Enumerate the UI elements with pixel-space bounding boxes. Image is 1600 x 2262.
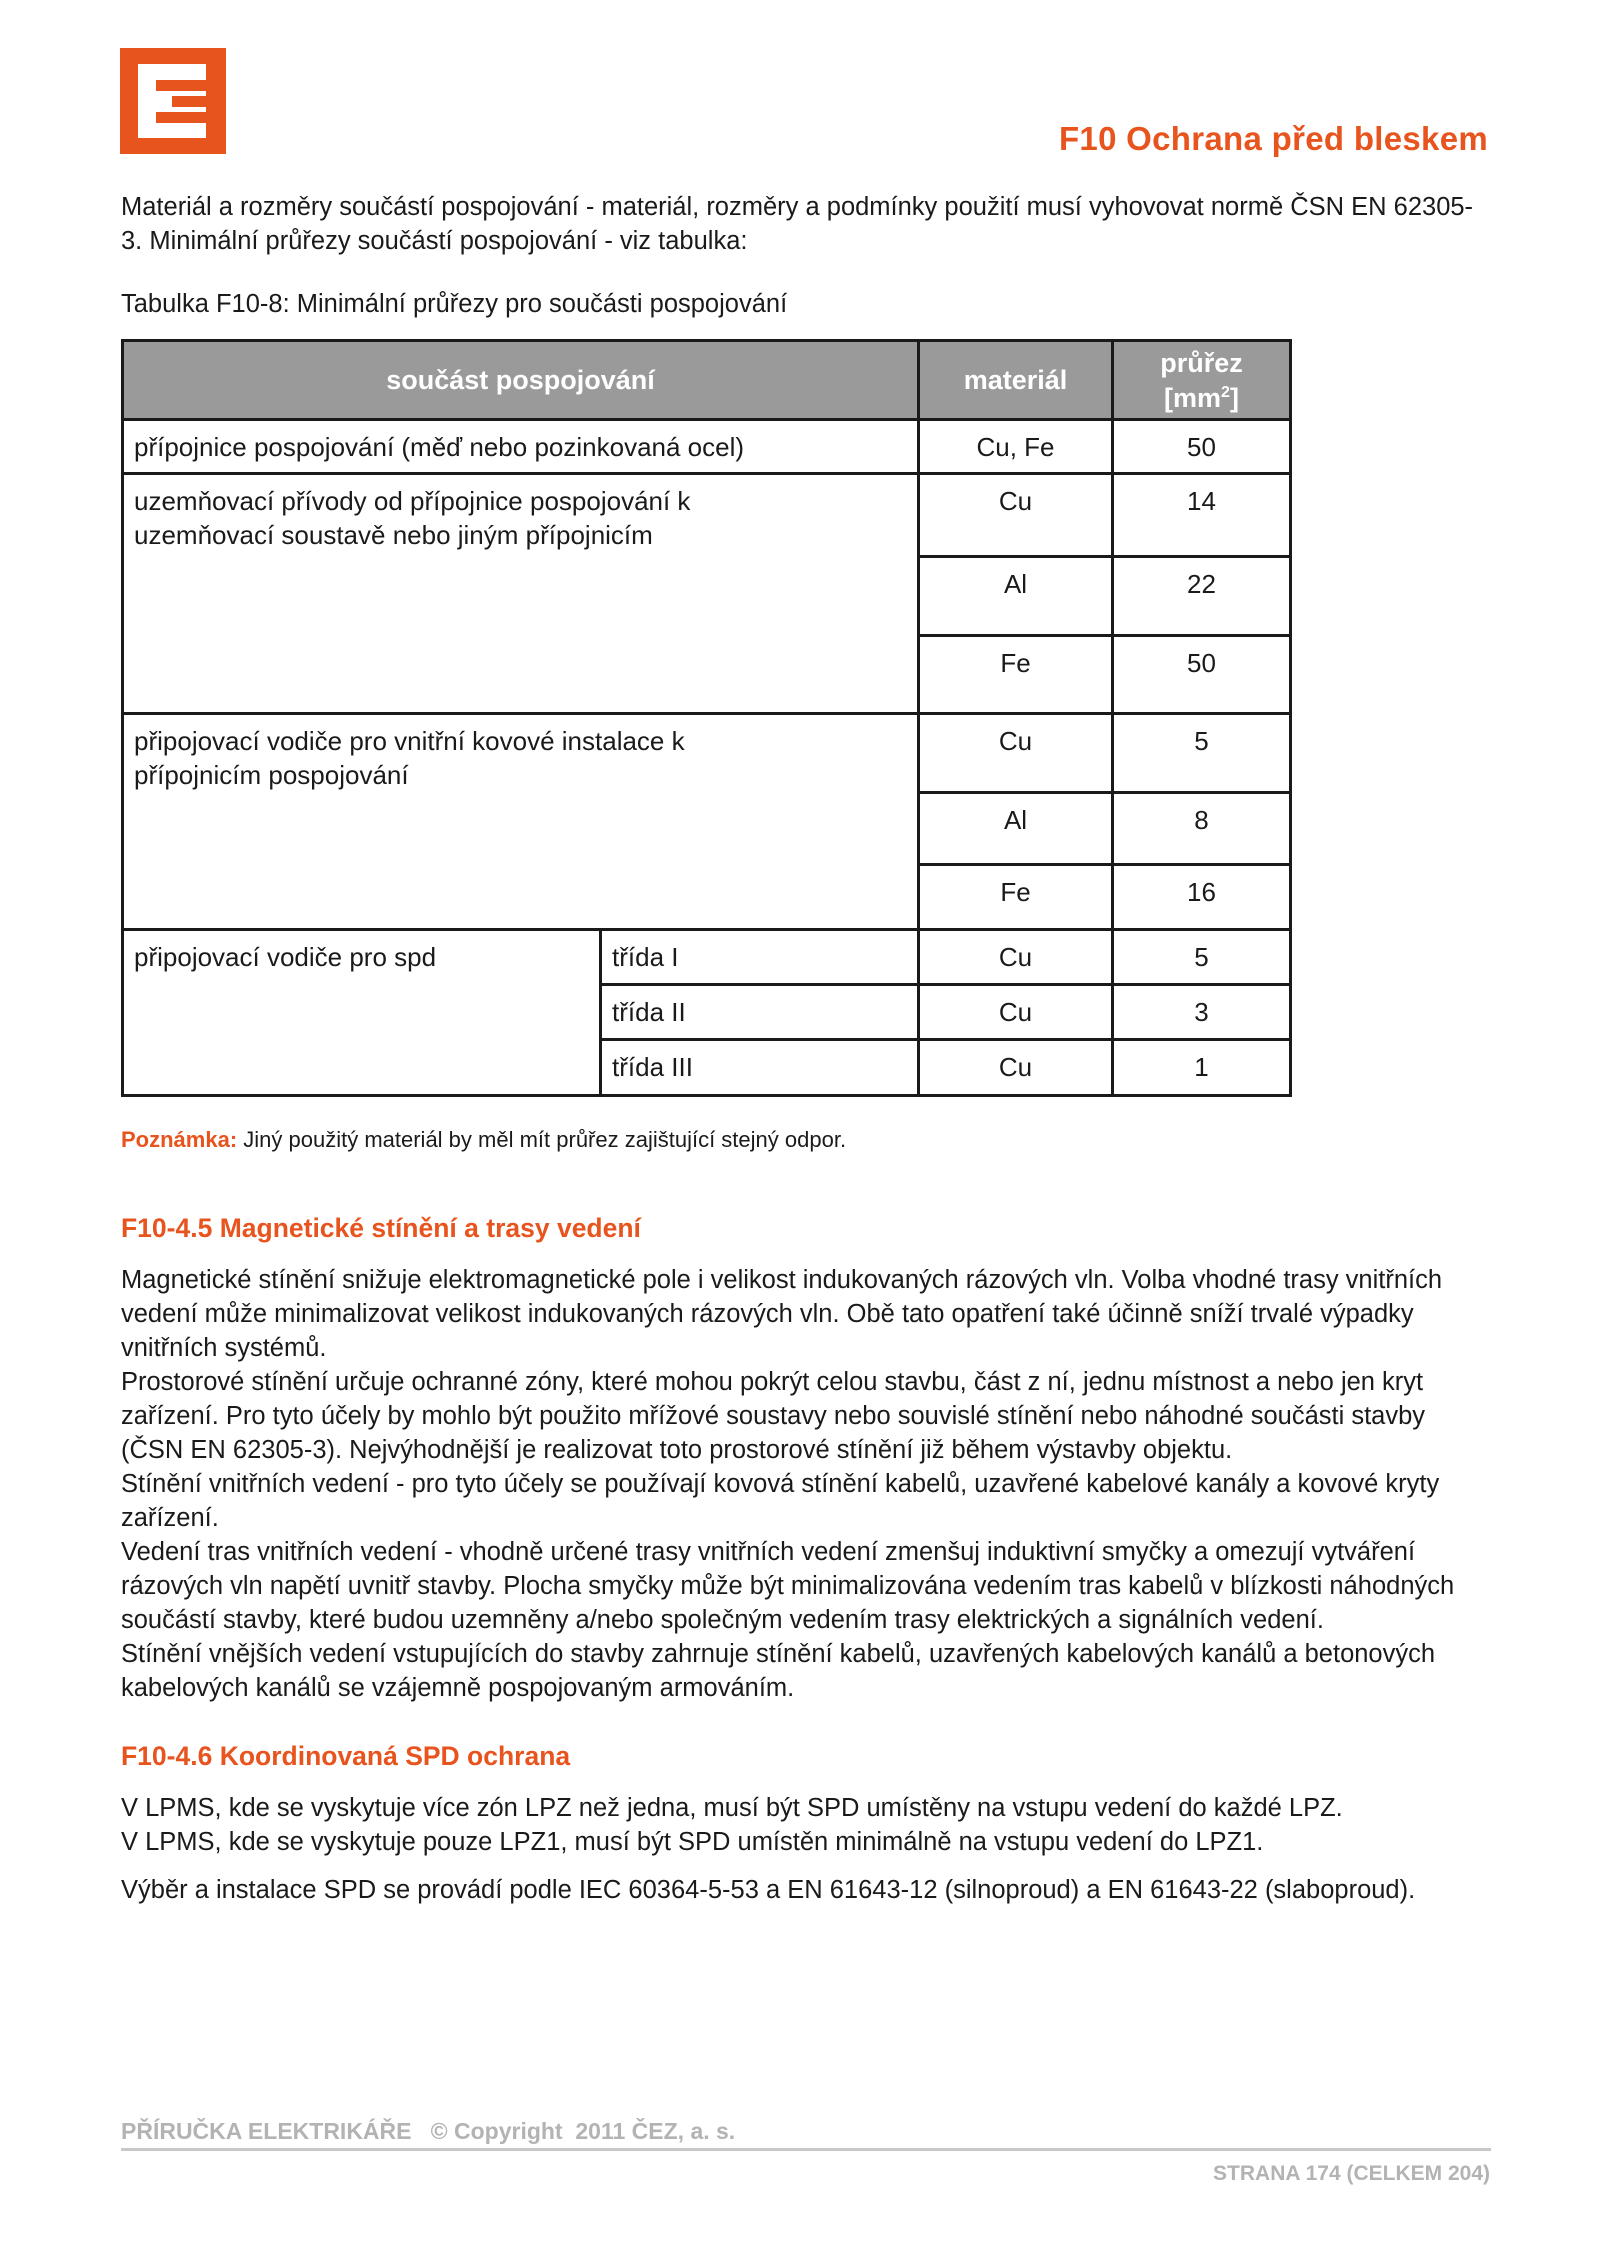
chapter-title: F10 Ochrana před bleskem bbox=[1058, 120, 1488, 157]
section-4-5-paragraph: Stínění vnějších vedení vstupujících do stavby zahrnuje stínění kabelů, uzavřených kabelových kanálů a betonových kabelových kanálů se vzájemně pospojovaným armováním. bbox=[121, 1640, 1436, 1702]
table-note bbox=[121, 1125, 1491, 1155]
row-class: třída III bbox=[601, 1040, 919, 1096]
section-4-6-paragraph: Výběr a instalace SPD se provádí podle IEC 60364-5-53 a EN 61643-12 (silnoproud) a EN 61643-22 (slaboproud). bbox=[121, 1876, 1416, 1904]
row-material: Al bbox=[919, 557, 1113, 636]
section-4-6-paragraph: V LPMS, kde se vyskytuje více zón LPZ než jedna, musí být SPD umístěny na vstupu vedení do každé LPZ. bbox=[121, 1794, 1343, 1822]
header-unit-sup: 2 bbox=[1221, 383, 1230, 401]
section-4-5-paragraph: Stínění vnitřních vedení - pro tyto účely se používají kovová stínění kabelů, uzavřené kabelové kanály a kovové kryty zařízení. bbox=[121, 1470, 1440, 1532]
footer-copyright: PŘÍRUČKA ELEKTRIKÁŘE © Copyright 2011 ČEZ, a. s. bbox=[121, 2118, 736, 2144]
row-material: Cu, Fe bbox=[919, 420, 1113, 474]
row-material: Cu bbox=[919, 930, 1113, 985]
row-material: Cu bbox=[919, 714, 1113, 793]
section-heading-4-5: F10-4.5 Magnetické stínění a trasy vedení bbox=[121, 1213, 641, 1243]
row-component: připojovací vodiče pro spd bbox=[123, 930, 601, 1096]
header-unit-close: ] bbox=[1229, 382, 1239, 413]
row-value: 1 bbox=[1113, 1040, 1291, 1096]
row-value: 50 bbox=[1113, 420, 1291, 474]
row-value: 14 bbox=[1113, 474, 1291, 557]
table-row bbox=[123, 714, 1291, 793]
row-value: 22 bbox=[1113, 557, 1291, 636]
row-value: 3 bbox=[1113, 985, 1291, 1040]
section-4-5-paragraph: Magnetické stínění snižuje elektromagnetické pole i velikost indukovaných rázových vln. Volba vhodné trasy vnitřních vedení může minimalizovat velikost indukovaných rázových vln. Obě tato opatření také účinně sníží trvalé výpadky vnitřních systémů. bbox=[121, 1266, 1443, 1362]
header-cross-section-label: průřez bbox=[1160, 347, 1243, 378]
row-class: třída I bbox=[601, 930, 919, 985]
row-value: 8 bbox=[1113, 793, 1291, 865]
header-cross-section bbox=[1113, 341, 1291, 420]
row-value: 16 bbox=[1113, 865, 1291, 930]
row-class: třída II bbox=[601, 985, 919, 1040]
row-component: připojovací vodiče pro vnitřní kovové instalace k přípojnicím pospojování bbox=[123, 714, 919, 930]
row-material: Cu bbox=[919, 985, 1113, 1040]
cross-section-table bbox=[121, 339, 1292, 1097]
row-component: uzemňovací přívody od přípojnice pospojování k uzemňovací soustavě nebo jiným přípojnicím bbox=[123, 474, 919, 714]
section-4-5-paragraph: Vedení tras vnitřních vedení - vhodně určené trasy vnitřních vedení zmenšuj induktivní smyčky a omezují vytváření rázových vln napětí uvnitř stavby. Plocha smyčky může být minimalizována vedením tras kabelů v blízkosti náhodných součástí stavby, které budou uzemněny a/nebo společným vedením trasy elektrických a signálních vedení. bbox=[121, 1538, 1455, 1634]
row-material: Cu bbox=[919, 474, 1113, 557]
header-material: materiál bbox=[919, 341, 1113, 420]
cez-logo-icon bbox=[120, 48, 226, 154]
intro-paragraph: Materiál a rozměry součástí pospojování - materiál, rozměry a podmínky použití musí vyhovovat normě ČSN EN 62305-3. Minimální průřezy součástí pospojování - viz tabulka: bbox=[121, 193, 1474, 255]
footer-page-number: STRANA 174 (CELKEM 204) bbox=[1213, 2162, 1490, 2185]
header-component: součást pospojování bbox=[123, 341, 919, 420]
table-caption: Tabulka F10-8: Minimální průřezy pro součásti pospojování bbox=[121, 290, 788, 318]
note-label: Poznámka: bbox=[121, 1127, 238, 1152]
section-4-5-paragraph: Prostorové stínění určuje ochranné zóny, které mohou pokrýt celou stavbu, část z ní, jednu místnost a nebo jen kryt zařízení. Pro tyto účely by mohlo být použito mřížové soustavy nebo souvislé stínění nebo náhodné součásti stavby (ČSN EN 62305-3). Nejvýhodnější je realizovat toto prostorové stínění již během výstavby objektu. bbox=[121, 1368, 1426, 1464]
note-text: Jiný použitý materiál by měl mít průřez zajištující stejný odpor. bbox=[237, 1127, 847, 1152]
table-header-row bbox=[123, 341, 1291, 420]
table-row bbox=[123, 474, 1291, 557]
row-material: Fe bbox=[919, 636, 1113, 714]
row-component: přípojnice pospojování (měď nebo pozinkovaná ocel) bbox=[123, 420, 919, 474]
section-heading-4-6: F10-4.6 Koordinovaná SPD ochrana bbox=[121, 1741, 571, 1771]
row-value: 50 bbox=[1113, 636, 1291, 714]
row-material: Al bbox=[919, 793, 1113, 865]
table-row bbox=[123, 420, 1291, 474]
page-content bbox=[121, 190, 1491, 1907]
row-value: 5 bbox=[1113, 930, 1291, 985]
row-value: 5 bbox=[1113, 714, 1291, 793]
section-4-6-paragraph: V LPMS, kde se vyskytuje pouze LPZ1, musí být SPD umístěn minimálně na vstupu vedení do LPZ1. bbox=[121, 1828, 1264, 1856]
table-row bbox=[123, 930, 1291, 985]
row-material: Fe bbox=[919, 865, 1113, 930]
header-unit-open: [mm bbox=[1164, 382, 1222, 413]
row-material: Cu bbox=[919, 1040, 1113, 1096]
footer-divider bbox=[121, 2148, 1491, 2151]
